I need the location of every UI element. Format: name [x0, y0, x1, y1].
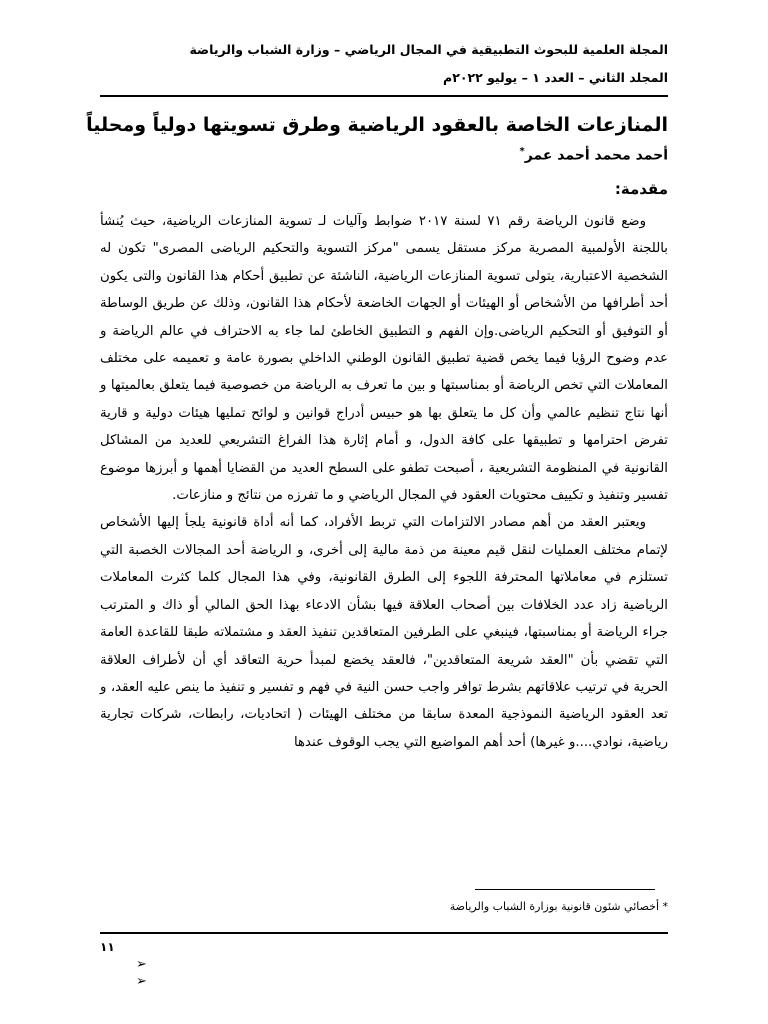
page-number: ١١	[100, 940, 115, 954]
article-body	[100, 208, 668, 756]
footnote-marker: *	[662, 900, 668, 913]
author-footnote-marker: *	[519, 146, 525, 157]
author-name: أحمد محمد أحمد عمر	[524, 147, 668, 164]
running-header	[100, 41, 668, 87]
body-paragraph-1: وضع قانون الرياضة رقم ٧١ لسنة ٢٠١٧ ضوابط وآليات لـ تسوية المنازعات الرياضية، حيث يُنشأ باللجنة الأولمبية المصرية مركز مستقل يسمى "مركز التسوية والتحكيم الرياضى المصرى" تكون له الشخصية الاعتبارية، يتولى تسوية المنازعات الرياضية، الناشئة عن تطبيق أحكام هذا القانون والتى يكون أحد أطرافها من الأشخاص أو الهيئات أو الجهات الخاضعة لأحكام هذا القانون، وذلك عن طريق الوساطة أو التوفيق أو التحكيم الرياضى.وإن الفهم و التطبيق الخاطئ لما جاء به الاحتراف في عالم الرياضة و عدم وضوح الرؤيا فيما يخص قضية تطبيق القانون الوطني الداخلي بصورة عامة و تعميمه على مختلف المعاملات التي تخص الرياضة أو بمناسبتها و بين ما تعرف به الرياضة من خصوصية فيما يتعلق بعالميتها و أنها نتاج تنظيم عالمي وأن كل ما يتعلق بها هو حبيس أدراج قوانين و لوائح تمليها هيئات دولية و قارية تفرض احترامها و تطبيقها على كافة الدول، و أمام إثارة هذا الفراغ التشريعي للعديد من المشاكل القانونية في المنظومة التشريعية ، أصبحت تطفو على السطح العديد من القضايا أهمها و أبرزها موضوع تفسير وتنفيذ و تكييف محتويات العقود في المجال الرياضي و ما تفرزه من نتائج و منازعات.	[100, 214, 668, 504]
section-heading: مقدمة:	[614, 180, 668, 198]
arrow-bullet-icon: ➢	[136, 974, 147, 989]
footnote-divider	[475, 889, 655, 890]
issue-info: المجلد الثاني – العدد ١ – يوليو ٢٠٢٢م	[443, 70, 668, 85]
header-divider	[100, 95, 668, 97]
author-line	[520, 146, 668, 164]
footnote	[450, 900, 668, 913]
article-title: المنازعات الخاصة بالعقود الرياضية وطرق تسويتها دولياً ومحلياً	[86, 114, 668, 136]
arrow-bullet-icon: ➢	[136, 957, 147, 972]
body-paragraph-2: ويعتبر العقد من أهم مصادر الالتزامات التي تربط الأفراد، كما أنه أداة قانونية يلجأ إليها الأشخاص لإتمام مختلف العمليات لنقل قيم معينة من ذمة مالية إلى أخرى، و الرياضة أحد المجالات الخصبة التي تستلزم في معاملاتها المحترفة اللجوء إلى الطرق القانونية، وفي هذا المجال كلما كثرت المعاملات الرياضية زاد عدد الخلافات بين أصحاب العلاقة فيها بشأن الادعاء بهذا الحق المالي أو ذاك و المترتب جراء الرياضة أو بمناسبتها، فينبغي على الطرفين المتعاقدين تنفيذ العقد و مشتملاته طبقا للقاعدة العامة التي تقضي بأن "العقد شريعة المتعاقدين"، فالعقد يخضع لمبدأ حرية التعاقد أي أن لأطراف العلاقة الحرية في ترتيب علاقاتهم بشرط توافر واجب حسن النية في فهم و تفسير و تنفيذ ما ينص عليه العقد، و تعد العقود الرياضية النموذجية المعدة سابقا من مختلف الهيئات ( اتحاديات، رابطات، شركات تجارية رياضية، نوادي....و غيرها) أحد أهم المواضيع التي يجب الوقوف عندها	[100, 515, 668, 750]
journal-name: المجلة العلمية للبحوث التطبيقية في المجال الرياضي – وزارة الشباب والرياضة	[189, 42, 668, 57]
footer-divider	[100, 932, 668, 934]
footnote-text: أخصائي شئون قانونية بوزارة الشباب والرياضة	[449, 900, 659, 913]
